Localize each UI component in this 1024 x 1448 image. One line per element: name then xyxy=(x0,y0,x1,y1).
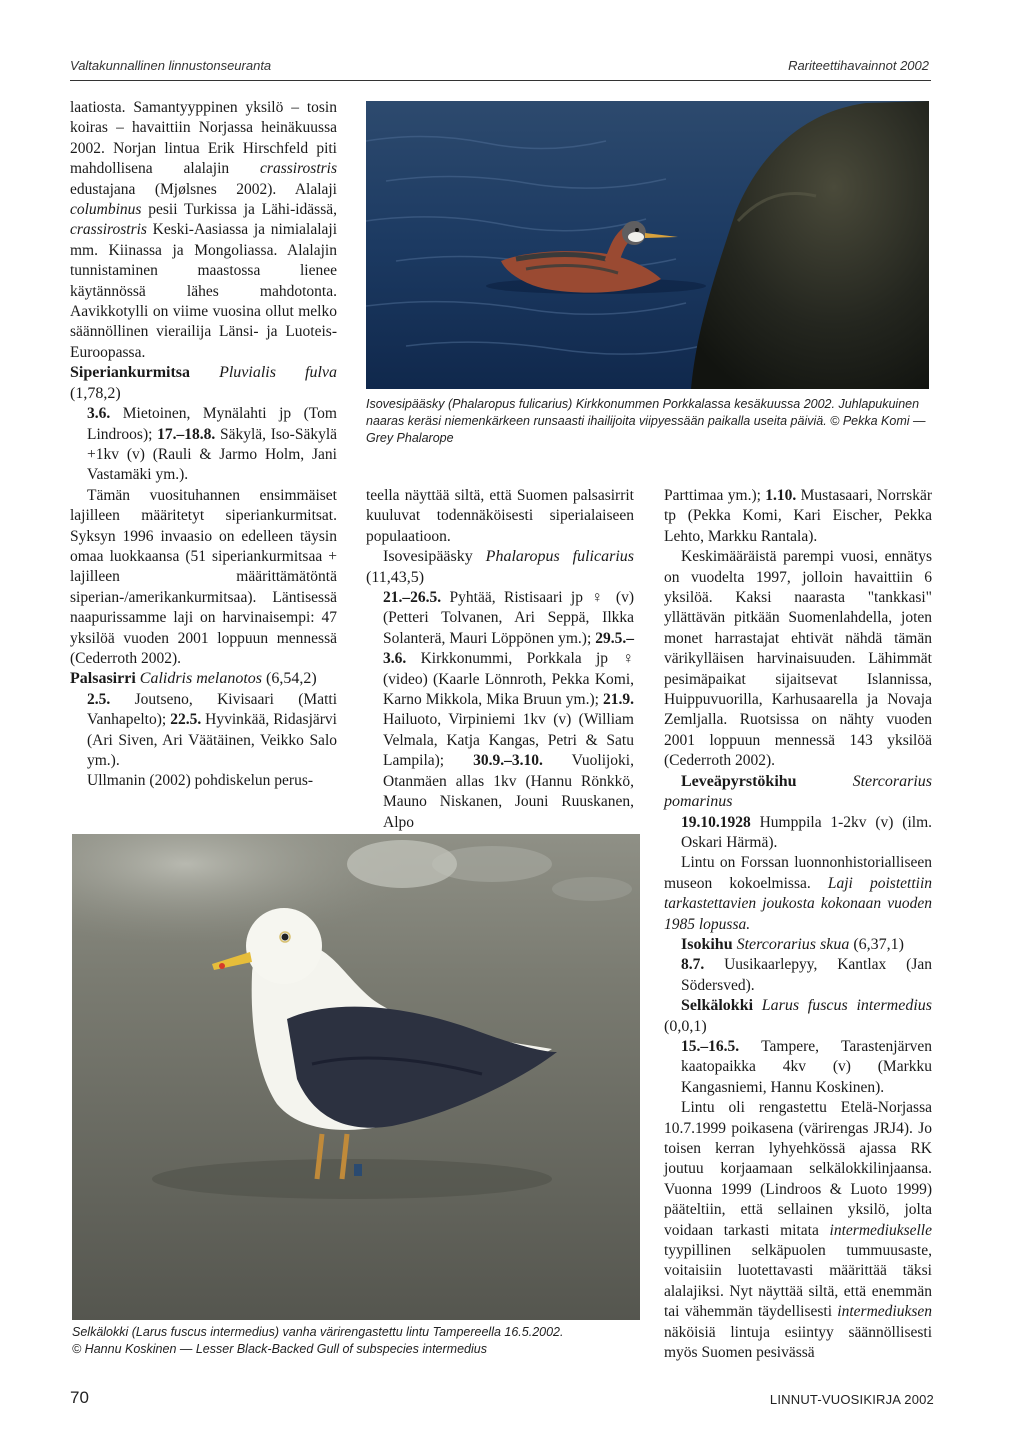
observation-record: 3.6. Mietoinen, Mynälahti jp (Tom Lindroos); 17.–18.8. Säkylä, Iso-Säkylä +1kv (v) (Rauli & Jarmo Holm, Jani Vastamäki ym.). xyxy=(87,405,338,484)
gull-photo xyxy=(72,834,640,1320)
paragraph: Parttimaa ym.); 1.10. Mustasaari, Norrskär tp (Pekka Komi, Kari Eischer, Pekka Lehto, Markku Rantala). xyxy=(664,487,932,545)
species-heading: Siperiankurmitsa Pluvialis fulva (1,78,2) xyxy=(70,364,337,402)
running-header-left: Valtakunnallinen linnustonseuranta xyxy=(70,58,272,73)
paragraph: teella näyttää siltä, että Suomen palsasirrit kuuluvat todennäköisesti siperialaiseen populaatioon. xyxy=(366,487,634,545)
header-rule xyxy=(70,80,931,81)
paragraph: Lintu on Forssan luonnonhistorialliseen museon kokoelmissa. Laji poistettiin tarkastettavien joukosta kokonaan vuoden 1985 lopussa. xyxy=(664,854,932,933)
text-column-1 xyxy=(70,98,337,792)
phalarope-caption: Isovesipääsky (Phalaropus fulicarius) Kirkkonummen Porkkalassa kesäkuussa 2002. Juhlapukuinen naaras keräsi niemenkärkeen runsaasti ihailijoita viipyessään paikalla useita päiviä. © Pekka Komi — Grey Phalarope xyxy=(366,397,926,445)
observation-record: 8.7. Uusikaarlepyy, Kantlax (Jan Södersved). xyxy=(681,956,932,994)
observation-record: 2.5. Joutseno, Kivisaari (Matti Vanhapelto); 22.5. Hyvinkää, Ridasjärvi (Ari Siven, Ari Väätäinen, Veikko Salo ym.). xyxy=(87,690,337,769)
page-number: 70 xyxy=(70,1388,89,1407)
gull-photo-image xyxy=(72,834,640,1320)
gull-caption xyxy=(72,1324,642,1358)
paragraph: Keskimääräistä parempi vuosi, ennätys on vuodelta 1997, jolloin havaittiin 6 yksilöä. Kaksi naarasta "tankkasi" yllättävän pitkään Suomenlahdella, joten monet harrastajat ehtivät nähdä tämän värikylläisen harvinaisuuden. Lähimmät pesimäpaikat sijaitsevat Islannissa, Huippuvuorilla, Karhusaarella ja Novaja Zemljalla. Ruotsissa on nähty vuoden 2001 loppuun mennessä 143 yksilöä (Cederroth 2002). xyxy=(664,548,932,770)
species-heading: Selkälokki Larus fuscus intermedius (0,0,1) xyxy=(664,997,932,1035)
text-column-2 xyxy=(366,486,634,833)
species-heading: Isovesipääsky Phalaropus fulicarius (11,43,5) xyxy=(366,548,634,586)
text-column-3 xyxy=(664,486,932,1363)
observation-record: 19.10.1928 Humppila 1-2kv (v) (ilm. Oskari Härmä). xyxy=(681,813,932,851)
gull-caption-line-1: Selkälokki (Larus fuscus intermedius) vanha värirengastettu lintu Tampereella 16.5.2002. xyxy=(72,1325,564,1339)
gull-caption-line-2: © Hannu Koskinen — Lesser Black-Backed Gull of subspecies intermedius xyxy=(72,1342,487,1356)
species-heading: Leveäpyrstökihu Stercorarius pomarinus xyxy=(664,772,932,811)
journal-name: LINNUT-VUOSIKIRJA 2002 xyxy=(769,1392,934,1407)
paragraph: Lintu oli rengastettu Etelä-Norjassa 10.7.1999 poikasena (värirengas JRJ4). Jo toisen kerran lyhyehkössä ajassa RK joutuu korjaamaan selkälokkilinjaansa. Vuonna 1999 (Lindroos & Luoto 1999) pääteltiin, että sellainen yksilö, jolta voidaan tarkasti mitata intermediukselle tyypillinen selkäpuolen tummuusaste, voitaisiin luotettavasti määrittää täksi alalajiksi. Nyt näyttää siltä, että enemmän tai vähemmän täydellisesti intermediuksen näköisiä lintuja esiintyy säännöllisesti myös Suomen pesivässä xyxy=(664,1099,932,1362)
paragraph: Tämän vuosituhannen ensimmäiset lajilleen määritetyt siperiankurmitsat. Syksyn 1996 invaasio on edelleen täysin omaa luokkaansa (51 siperiankurmitsaa + lajilleen määrittämätöntä siperian-/amerikankurmitsaa). Läntisessä naapurissamme laji on harvinaisempi: 47 yksilöä vuoden 2001 loppuun mennessä (Cederroth 2002). xyxy=(70,486,337,667)
observation-record: 15.–16.5. Tampere, Tarastenjärven kaatopaikka 4kv (v) (Markku Kangasniemi, Hannu Koskinen). xyxy=(681,1037,932,1096)
species-heading: Isokihu Stercorarius skua (6,37,1) xyxy=(681,935,904,953)
running-header-right: Rariteettihavainnot 2002 xyxy=(788,58,929,73)
paragraph: Ullmanin (2002) pohdiskelun perus- xyxy=(87,772,314,790)
phalarope-photo xyxy=(366,101,929,389)
phalarope-photo-image xyxy=(366,101,929,389)
paragraph: laatiosta. Samantyyppinen yksilö – tosin koiras – havaittiin Norjassa heinäkuussa 2002. Norjan lintua Erik Hirschfeld piti mahdollisena alalajin crassirostris edustajana (Mjølsnes 2002). Alalaji columbinus pesii Turkissa ja Lähi-idässä, crassirostris Keski-Aasiassa ja nimialalaji mm. Kiinassa ja Mongoliassa. Alalajin tunnistaminen maastossa lienee käytännössä lähes mahdotonta. Aavikkotylli on viime vuosina ollut melko säännöllinen vierailija Länsi- ja Luoteis-Euroopassa. xyxy=(70,99,337,361)
species-heading: Palsasirri Calidris melanotos (6,54,2) xyxy=(70,670,317,688)
observation-record: 21.–26.5. Pyhtää, Ristisaari jp ♀ (v) (Petteri Tolvanen, Ari Seppä, Ilkka Solanterä, Mauri Löppönen ym.); 29.5.–3.6. Kirkkonummi, Porkkala jp ♀ (video) (Kaarle Lönnroth, Pekka Komi, Karno Mikkola, Mika Bruun ym.); 21.9. Hailuoto, Virpiniemi 1kv (v) (William Velmala, Katja Kangas, Petri & Satu Lampila); 30.9.–3.10. Vuolijoki, Otanmäen allas 1kv (Hannu Rönkkö, Mauno Niskanen, Jouni Ruuskanen, Alpo xyxy=(383,589,634,831)
